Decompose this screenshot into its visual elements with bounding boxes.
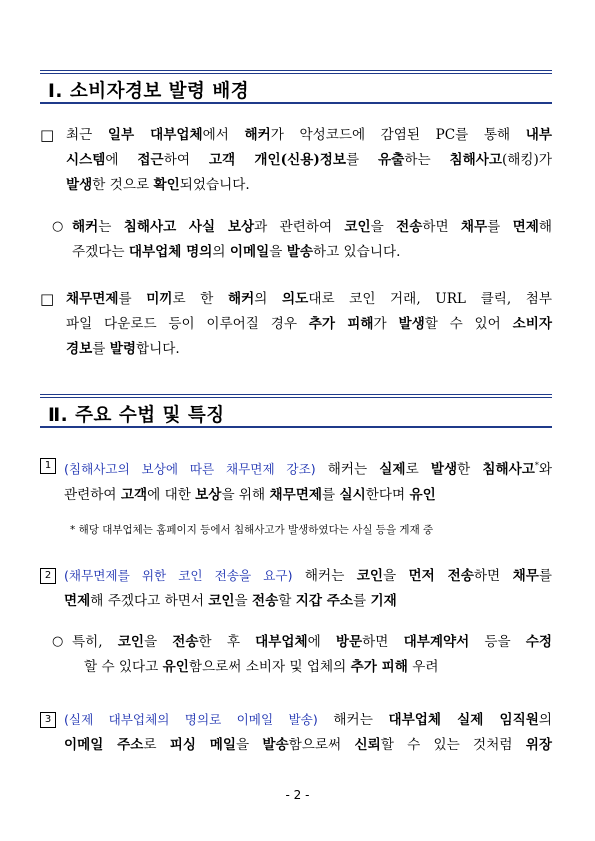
item2-sub-line-1: 특히, 코인을 전송한 후 대부업체에 방문하면 대부계약서 등을 수정	[72, 634, 553, 650]
item2-line-1: (채무면제를 위한 코인 전송을 요구) 해커는 코인을 먼저 전송하면 채무를	[64, 568, 552, 584]
circle-bullet-icon: ○	[52, 219, 64, 234]
item1-line-1: (침해사고의 보상에 따른 채무면제 강조) 해커는 실제로 발생한 침해사고*와	[64, 461, 552, 478]
p1-line-3: 발생한 것으로 확인되었습니다.	[66, 177, 250, 193]
item-3	[64, 707, 552, 758]
number-box-1: 1	[40, 458, 56, 474]
section-2-header	[40, 394, 552, 428]
item3-line-1: (실제 대부업체의 명의로 이메일 발송) 해커는 대부업체 실제 임직원의	[64, 712, 552, 728]
section-1-header	[40, 70, 552, 104]
square-bullet-icon: □	[40, 290, 55, 308]
paragraph-3	[66, 287, 552, 362]
p3-line-2: 파일 다운로드 등이 이루어질 경우 추가 피해가 발생할 수 있어 소비자	[66, 316, 552, 332]
p1-line-1: 최근 일부 대부업체에서 해커가 악성코드에 감염된 PC를 통해 내부	[66, 127, 552, 143]
item2-line-2: 면제해 주겠다고 하면서 코인을 전송할 지갑 주소를 기재	[64, 593, 397, 609]
item3-line-2: 이메일 주소로 피싱 메일을 발송함으로써 신뢰할 수 있는 것처럼 위장	[64, 737, 552, 753]
p2-line-2: 주겠다는 대부업체 명의의 이메일을 발송하고 있습니다.	[72, 244, 401, 260]
p3-line-1: 채무면제를 미끼로 한 해커의 의도대로 코인 거래, URL 클릭, 첨부	[66, 291, 553, 307]
section-1-title: Ⅰ. 소비자경보 발령 배경	[48, 81, 250, 102]
number-box-3: 3	[40, 712, 56, 728]
item-1	[64, 453, 552, 508]
paragraph-1	[66, 123, 552, 198]
item1-line-2: 관련하여 고객에 대한 보상을 위해 채무면제를 실시한다며 유인	[64, 486, 436, 503]
paragraph-2	[72, 215, 552, 265]
p3-line-3: 경보를 발령합니다.	[66, 341, 180, 357]
square-bullet-icon: □	[40, 126, 55, 144]
item2-sub-line-2: 할 수 있다고 유인함으로써 소비자 및 업체의 추가 피해 우려	[84, 659, 439, 675]
circle-bullet-icon: ○	[52, 634, 64, 649]
item-2	[64, 563, 552, 614]
footnote: * 해당 대부업체는 홈페이지 등에서 침해사고가 발생하였다는 사실 등을 게재 중	[70, 524, 434, 536]
page-number: - 2 -	[285, 788, 310, 802]
item-2-sub	[72, 630, 552, 680]
number-box-2: 2	[40, 568, 56, 584]
p1-line-2: 시스템에 접근하여 고객 개인(신용)정보를 유출하는 침해사고(해킹)가	[66, 152, 552, 168]
section-2-title: Ⅱ. 주요 수법 및 특징	[48, 405, 225, 426]
p2-line-1: 해커는 침해사고 사실 보상과 관련하여 코인을 전송하면 채무를 면제해	[72, 219, 552, 235]
